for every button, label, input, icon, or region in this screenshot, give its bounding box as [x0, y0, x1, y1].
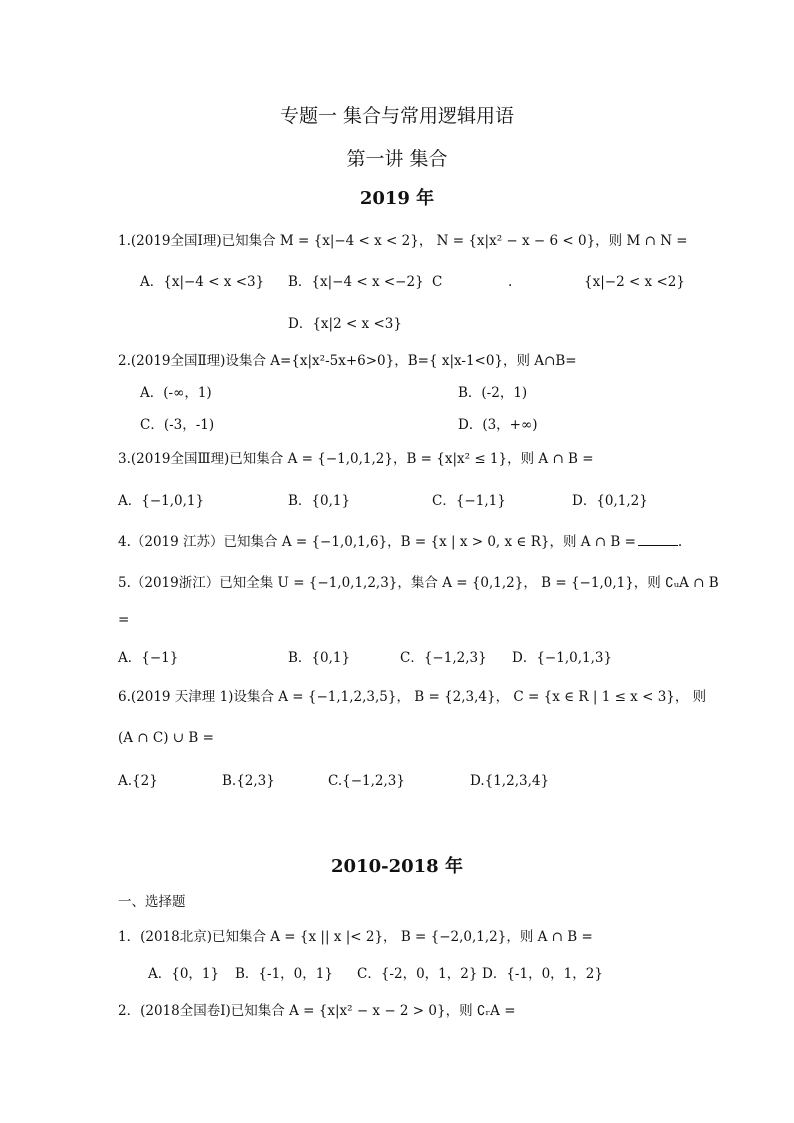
q2-2019-option-d: D．(3，+∞): [458, 417, 538, 433]
q1-2019-stem: 1.(2019全国Ⅰ理)已知集合 M = {x|−4 < x < 2}， N = {x|x² − x − 6 < 0}，则 M ∩ N =: [118, 233, 688, 249]
q1-2018-option-d: D．{-1，0，1，2}: [482, 966, 603, 982]
q3-2019-option-a: A．{−1,0,1}: [118, 493, 205, 509]
q6-2019-option-a: A.{2}: [118, 773, 158, 789]
q4-2019-stem-text: 4.（2019 江苏）已知集合 A = {−1,0,1,6}，B = {x | x > 0, x ∈ R}，则 A ∩ B =: [118, 534, 636, 550]
q2-2018-stem: 2．(2018全国卷Ⅰ)已知集合 A = {x|x² − x − 2 > 0}，则 ∁ᵣA =: [118, 1003, 516, 1019]
q3-2019-option-b: B．{0,1}: [288, 493, 351, 509]
q1-2019-option-a: A．{x|−4 < x <3}: [140, 274, 265, 290]
q2-2019-option-c: C．(-3，-1): [140, 417, 215, 433]
q5-2019-option-c: C．{−1,2,3}: [400, 650, 487, 666]
year-heading-2019: 2019 年: [359, 188, 435, 209]
q3-2019-option-c: C．{−1,1}: [432, 493, 506, 509]
q2-2019-stem: 2.(2019全国Ⅱ理)设集合 A={x|x²-5x+6>0}，B={ x|x-1<0}，则 A∩B=: [118, 353, 577, 369]
q1-2019-option-c-dot: .: [508, 274, 513, 290]
q1-2018-option-b: B．{-1，0，1}: [235, 966, 333, 982]
q1-2018-option-c: C．{-2，0，1，2}: [357, 966, 478, 982]
q1-2019-option-c-letter: C: [432, 274, 443, 290]
q4-2019-period: .: [677, 534, 683, 550]
topic-title: 专题一 集合与常用逻辑用语: [279, 105, 515, 127]
q4-2019-answer-blank: [638, 535, 678, 546]
q5-2019-option-b: B．{0,1}: [288, 650, 351, 666]
lecture-title: 第一讲 集合: [346, 148, 448, 170]
q6-2019-stem: 6.(2019 天津理 1)设集合 A = {−1,1,2,3,5}， B = {2,3,4}， C = {x ∈ R | 1 ≤ x < 3}， 则: [118, 689, 707, 705]
q6-2019-option-c: C.{−1,2,3}: [328, 773, 405, 789]
q5-2019-option-a: A．{−1}: [118, 650, 179, 666]
q5-2019-stem-end: =: [118, 612, 130, 628]
q5-2019-stem: 5.（2019浙江）已知全集 U = {−1,0,1,2,3}，集合 A = {0,1,2}， B = {−1,0,1}，则 ∁ᵤA ∩ B: [118, 575, 719, 591]
q1-2019-option-c: {x|−2 < x <2}: [584, 274, 685, 290]
q1-2018-stem: 1．(2018北京)已知集合 A = {x || x |< 2}， B = {−2,0,1,2}，则 A ∩ B =: [118, 929, 593, 945]
q2-2019-option-a: A．(-∞，1): [140, 385, 212, 401]
q6-2019-option-b: B.{2,3}: [222, 773, 275, 789]
q1-2019-option-d: D．{x|2 < x <3}: [288, 316, 402, 332]
q3-2019-stem: 3.(2019全国Ⅲ理)已知集合 A = {−1,0,1,2}，B = {x|x² ≤ 1}，则 A ∩ B =: [118, 451, 594, 467]
q6-2019-stem-end: (A ∩ C) ∪ B =: [118, 730, 214, 746]
q1-2018-option-a: A．{0，1}: [148, 966, 220, 982]
q5-2019-option-d: D．{−1,0,1,3}: [512, 650, 613, 666]
q6-2019-option-d: D.{1,2,3,4}: [470, 773, 550, 789]
q3-2019-option-d: D．{0,1,2}: [572, 493, 648, 509]
year-heading-2010-2018: 2010-2018 年: [331, 856, 463, 877]
q4-2019-stem: [118, 535, 682, 550]
section-multiple-choice: 一、选择题: [118, 894, 186, 910]
q2-2019-option-b: B．(-2，1): [458, 385, 528, 401]
q1-2019-option-b: B．{x|−4 < x <−2}: [288, 274, 424, 290]
